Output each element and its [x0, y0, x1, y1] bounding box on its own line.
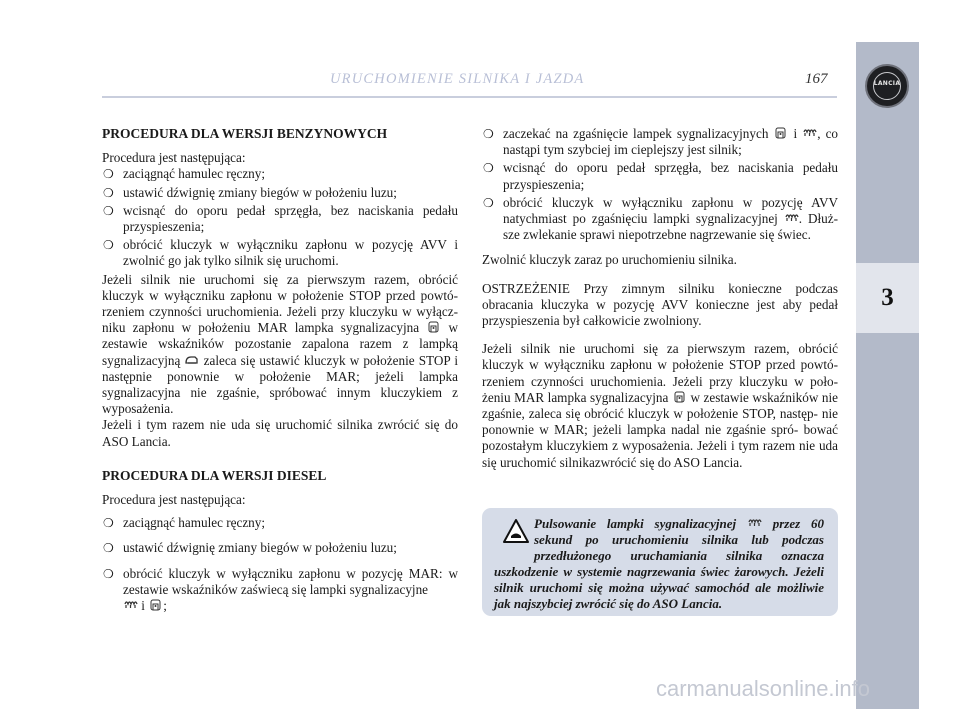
- list-item-text: ustawić dźwignię zmiany biegów w położeniu luzu;: [123, 184, 397, 200]
- conjunction: i: [793, 126, 798, 141]
- immobilizer-warning-icon: [773, 127, 788, 140]
- warning-text-run: przez 60 sekund po uruchomieniu silnika lub podczas przedłużonego uruchamiania silnika oznacza uszkodzenie w systemie nagrzewania świec żarowych. Jeżeli silnik uruchomi się można używać samochód ale możliwie jak najszybciej zwrócić się do ASO Lancia.: [494, 516, 824, 611]
- right-column: [482, 126, 838, 471]
- bullet-icon: ❍: [103, 541, 114, 556]
- page-number: 167: [805, 71, 828, 87]
- chapter-tab: 3: [856, 263, 919, 333]
- list-item-text: obrócić kluczyk w wyłączniku zapłonu w pozycję MAR: w zestawie wskaźników zaświecą się lampki sygnalizacyjne: [123, 565, 458, 597]
- text-run: w zestawie wskaźników nie zgaśnie, zaleca się obrócić kluczyk w położenie STOP, następ- nie ponownie w MAR; jeżeli lampka nadal nie zgaśnie spró- bować pozostałym kluczykiem z wyposażenia. Jeżeli i tym razem nie uda się uruchomić silnikazwrócić się do ASO Lancia.: [482, 389, 838, 470]
- conjunction: i: [141, 598, 145, 614]
- bullet-icon: ❍: [103, 516, 114, 531]
- spacer: [482, 269, 838, 281]
- paragraph: [482, 341, 838, 471]
- bullet-icon: ❍: [103, 238, 114, 253]
- spacer: [102, 559, 458, 566]
- bullet-icon: ❍: [103, 203, 114, 218]
- bullet-icon: ❍: [483, 195, 494, 210]
- list-item: [102, 203, 458, 235]
- list-item-text: wcisnąć do oporu pedał sprzęgła, bez naciskania pedału przyspieszenia;: [123, 202, 458, 235]
- left-column: [102, 126, 458, 616]
- list-item: [102, 540, 458, 556]
- immobilizer-warning-icon: [672, 391, 687, 404]
- text-run: Jeżeli silnik nie uruchomi się za pierwszym razem, obrócić kluczyk w wyłączniku zapłonu w położenie STOP przed powtó- rzeniem czynności uruchomienia. Jeżeli przy kluczyku w poło- żeniu MAR lampka sygnalizacyjna: [482, 341, 838, 405]
- glow-plug-icon: [747, 517, 762, 530]
- list-item-text: ustawić dźwignię zmiany biegów w położeniu luzu;: [123, 540, 397, 556]
- spacer: [102, 450, 458, 468]
- bullet-icon: ❍: [103, 566, 114, 581]
- glow-plug-icon: [123, 599, 138, 612]
- glow-plug-icon: [784, 212, 799, 225]
- text-run: zaleca się ustawić kluczyk w położenie STOP i następnie ponownie w położenie MAR; jeżeli lampka sygnalizacyjna nie zgaśnie, spróbować innym kluczykiem z wyposażenia.: [102, 352, 459, 417]
- immobilizer-warning-icon: [426, 321, 441, 334]
- text-run: Jeżeli silnik nie uruchomi się za pierwszym razem, obrócić kluczyk w wyłączniku zapłonu w położenie STOP przed powtó- rzeniem czynności uruchomienia. Jeżeli przy kluczyku w wyłącz- niku zapłonu w położeniu MAR lampka sygnalizacyjna: [102, 271, 458, 336]
- paragraph: Zwolnić kluczyk zaraz po uruchomieniu silnika.: [482, 252, 737, 268]
- lancia-logo: [865, 64, 909, 108]
- list-item-text: obrócić kluczyk w wyłączniku zapłonu w pozycję AVV natychmiast po zgaśnięciu lampki sygnalizacyjnej: [503, 194, 838, 227]
- warning-triangle-icon: [502, 518, 530, 544]
- warning-paragraph: OSTRZEŻENIE Przy zimnym silniku konieczne podczas obracania kluczyka w pozycję AVV konieczne jest aby pedał przyspieszenia był całkowicie zwolniony.: [482, 280, 838, 329]
- bullet-icon: ❍: [103, 167, 114, 182]
- spacer: [482, 329, 838, 341]
- warning-text: [494, 516, 824, 612]
- list-item: [102, 515, 458, 531]
- spacer: [482, 245, 838, 252]
- section-heading-diesel: PROCEDURA DLA WERSJI DIESEL: [102, 467, 327, 483]
- warning-box: [482, 508, 838, 616]
- list-item-text: zaciągnąć hamulec ręczny;: [123, 166, 266, 182]
- glow-plug-icon: [802, 127, 817, 140]
- list-item-text: obrócić kluczyk w wyłączniku zapłonu w pozycję AVV i zwolnić go jak tylko silnik się uruchomi.: [123, 237, 458, 269]
- list-item: [102, 566, 458, 615]
- bullet-icon: ❍: [103, 185, 114, 200]
- list-item: [482, 160, 838, 192]
- section-heading-petrol: PROCEDURA DLA WERSJI BENZYNOWYCH: [102, 126, 388, 141]
- engine-fault-icon: [184, 354, 199, 367]
- spacer: [102, 533, 458, 540]
- paragraph: Jeżeli i tym razem nie uda się uruchomić silnika zwrócić się do ASO Lancia.: [102, 417, 458, 449]
- text-run: w zestawie wskaźników pozostanie zapalona razem z lampką sygnalizacyjną: [102, 320, 459, 368]
- page-header-title: URUCHOMIENIE SILNIKA I JAZDA: [330, 71, 585, 87]
- bullet-icon: ❍: [483, 161, 494, 176]
- list-item-text: zaciągnąć hamulec ręczny;: [123, 515, 266, 531]
- paragraph: [102, 272, 458, 418]
- list-item-text: . Dłuż- sze zwlekanie sprawi niepotrzebne nagrzewanie się świec.: [503, 211, 839, 243]
- list-item: [102, 237, 458, 269]
- logo-text: LANCIA: [873, 80, 901, 87]
- list-item: [102, 185, 458, 201]
- header-rule: [102, 96, 837, 98]
- spacer: [102, 508, 458, 515]
- list-item: [102, 166, 458, 182]
- sidebar: [856, 42, 919, 709]
- bullet-icon: ❍: [483, 127, 494, 141]
- list-item: [482, 126, 838, 158]
- immobilizer-warning-icon: [148, 599, 163, 612]
- procedure-intro: Procedura jest następująca:: [102, 492, 246, 508]
- list-item-text: , co nastąpi tym szybciej im cieplejszy jest silnik;: [503, 126, 839, 158]
- warning-icon-area: [494, 516, 534, 550]
- watermark: carmanualsonline.info: [656, 676, 871, 701]
- list-item-text: zaczekać na zgaśnięcie lampek sygnalizacyjnych: [503, 126, 769, 141]
- warning-text-run: Pulsowanie lampki sygnalizacyjnej: [534, 516, 737, 531]
- list-item: [482, 195, 838, 244]
- procedure-intro: Procedura jest następująca:: [102, 150, 246, 166]
- list-item-text: wcisnąć do oporu pedał sprzęgła, bez naciskania pedału przyspieszenia;: [503, 160, 838, 192]
- punctuation: ;: [163, 598, 167, 614]
